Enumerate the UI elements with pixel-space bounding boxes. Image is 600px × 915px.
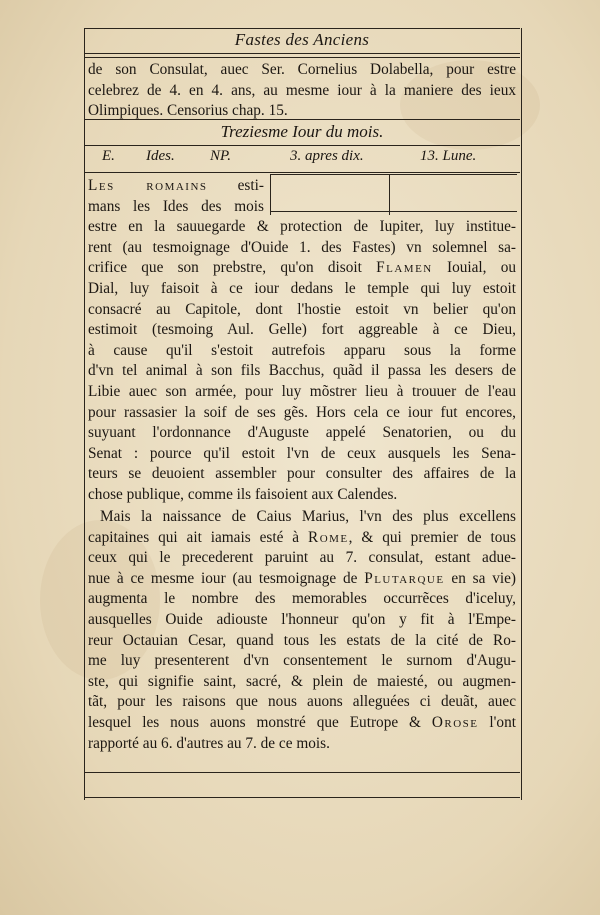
text-line bbox=[88, 279, 516, 300]
text-segment: nue à ce mesme iour (au tesmoignage de bbox=[88, 569, 358, 587]
text-segment: d'vn tel animal à son fils Bacchus, quãd il passa les desers de bbox=[88, 362, 516, 380]
running-title: Fastes des Anciens bbox=[234, 30, 370, 49]
text-segment: augmenta le nombre des memorables occurrẽces d'iceluy, bbox=[88, 590, 516, 608]
text-segment: à cause qu'il s'estoit autrefois apparu sous la forme bbox=[88, 341, 516, 359]
calendar-letter: E. bbox=[102, 148, 115, 164]
small-caps-text: Orose bbox=[431, 713, 479, 731]
section-rule-mid bbox=[84, 145, 520, 146]
text-segment: ausquelles Ouide adiouste l'honneur qu'on y fit à l'Empe- bbox=[88, 610, 516, 628]
text-line bbox=[88, 672, 516, 693]
text-line bbox=[88, 217, 516, 238]
text-segment: esti- bbox=[207, 177, 264, 194]
text-segment: reur Octauian Cesar, quand tous les estats de la cité de Ro- bbox=[88, 631, 516, 649]
text-segment: chose publique, comme ils faisoient aux Calendes. bbox=[88, 485, 398, 503]
bottom-rule-2 bbox=[84, 797, 520, 798]
bottom-rule-1 bbox=[84, 772, 520, 773]
calendar-ides: Ides. bbox=[146, 148, 175, 164]
text-segment: ste, qui signifie saint, sacré, & plein de maiesté, ou augmen- bbox=[88, 672, 516, 690]
text-line bbox=[88, 507, 516, 528]
top-paragraph bbox=[88, 60, 516, 122]
section-rule-top bbox=[84, 119, 520, 120]
text-line bbox=[88, 528, 516, 549]
calendar-after: 3. apres dix. bbox=[290, 148, 364, 164]
calendar-lune: 13. Lune. bbox=[420, 148, 477, 164]
text-line bbox=[88, 485, 516, 506]
text-segment: Iouial, ou bbox=[432, 259, 516, 277]
small-caps-text: Les romains bbox=[88, 177, 208, 194]
paragraph-2 bbox=[88, 507, 516, 754]
text-line bbox=[88, 589, 516, 610]
text-segment: , & qui premier de tous bbox=[348, 528, 516, 546]
text-line bbox=[88, 176, 264, 197]
text-segment: tãt, pour les raisons que nous auons alleguées ci deuãt, auec bbox=[88, 693, 516, 711]
text-segment: teurs se deuoient assembler pour consulter des affaires de la bbox=[88, 465, 516, 483]
text-segment: Senat : pource qu'il estoit l'vn de ceux ausquels les Sena- bbox=[88, 444, 516, 462]
calendar-rule bbox=[84, 172, 520, 173]
text-segment: rapporté au 6. d'autres au 7. de ce mois. bbox=[88, 734, 330, 752]
text-line bbox=[88, 403, 516, 424]
text-segment: Dial, luy faisoit à ce iour dedans le temple qui luy estoit bbox=[88, 279, 516, 297]
text-line: celebrez de 4. en 4. ans, au mesme iour à la maniere des ieux bbox=[88, 81, 516, 99]
text-segment: crifice que son prebstre, qu'on disoit bbox=[88, 259, 362, 277]
text-line bbox=[88, 734, 516, 755]
text-line: Olimpiques. Censorius chap. 15. bbox=[88, 102, 288, 120]
text-line bbox=[88, 464, 516, 485]
text-segment: estre en la sauuegarde & protection de Iupiter, luy institue- bbox=[88, 218, 516, 236]
text-line bbox=[88, 382, 516, 403]
small-caps-text: Plutarque bbox=[364, 569, 445, 587]
text-segment: lesquel les nous auons monstré que Eutrope & bbox=[88, 713, 421, 731]
text-line: de son Consulat, auec Ser. Cornelius Dolabella, pour estre bbox=[88, 61, 516, 78]
calendar-np: NP. bbox=[210, 148, 231, 164]
calendar-row bbox=[84, 148, 520, 172]
text-line bbox=[88, 548, 516, 569]
text-segment: mans les Ides des mois bbox=[88, 197, 264, 215]
text-segment: Mais la naissance de Caius Marius, l'vn des plus excellens bbox=[100, 508, 516, 525]
text-segment: en sa vie) bbox=[444, 569, 516, 587]
header-double-rule bbox=[84, 53, 520, 58]
text-line bbox=[88, 197, 264, 218]
text-line bbox=[88, 651, 516, 672]
text-line bbox=[88, 444, 516, 465]
text-line bbox=[88, 320, 516, 341]
text-line bbox=[88, 631, 516, 652]
text-line bbox=[88, 423, 516, 444]
small-caps-text: Rome bbox=[308, 528, 349, 546]
text-line bbox=[88, 361, 516, 382]
text-line bbox=[88, 300, 516, 321]
text-segment: suyuant l'ordonnance d'Auguste appelé Senatorien, ou du bbox=[88, 424, 516, 442]
text-segment: pour rassasier la soif de ses gẽs. Hors cela ce iour fut encores, bbox=[88, 403, 516, 421]
text-segment: me luy presenterent d'vn consentement le surnom d'Augu- bbox=[88, 652, 516, 670]
day-title: Treziesme Iour du mois. bbox=[220, 122, 384, 141]
text-segment: estimoit (tesmoing Aul. Gelle) fort aggreable à ce Dieu, bbox=[88, 321, 516, 339]
text-line bbox=[88, 692, 516, 713]
text-line bbox=[88, 610, 516, 631]
text-line bbox=[88, 569, 516, 590]
text-segment: Libie auec son armée, pour luy mõstrer lieu à trouuer de l'eau bbox=[88, 382, 516, 400]
text-segment: ceux qui le precederent paruint au 7. consulat, estant adue- bbox=[88, 549, 516, 567]
text-line bbox=[88, 238, 516, 259]
text-segment: consacré au Capitole, dont l'hostie estoit vn belier qu'on bbox=[88, 300, 516, 318]
text-segment: capitaines qui ait iamais esté à bbox=[88, 528, 300, 546]
text-line bbox=[88, 713, 516, 734]
text-segment: rent (au tesmoignage d'Ouide 1. des Fastes) vn solemnel sa- bbox=[88, 238, 516, 256]
text-segment: l'ont bbox=[478, 713, 516, 731]
paragraph-1 bbox=[88, 176, 516, 506]
top-rule bbox=[84, 28, 520, 29]
text-line bbox=[88, 341, 516, 362]
small-caps-text: Flamen bbox=[376, 259, 433, 277]
text-line bbox=[88, 258, 516, 279]
